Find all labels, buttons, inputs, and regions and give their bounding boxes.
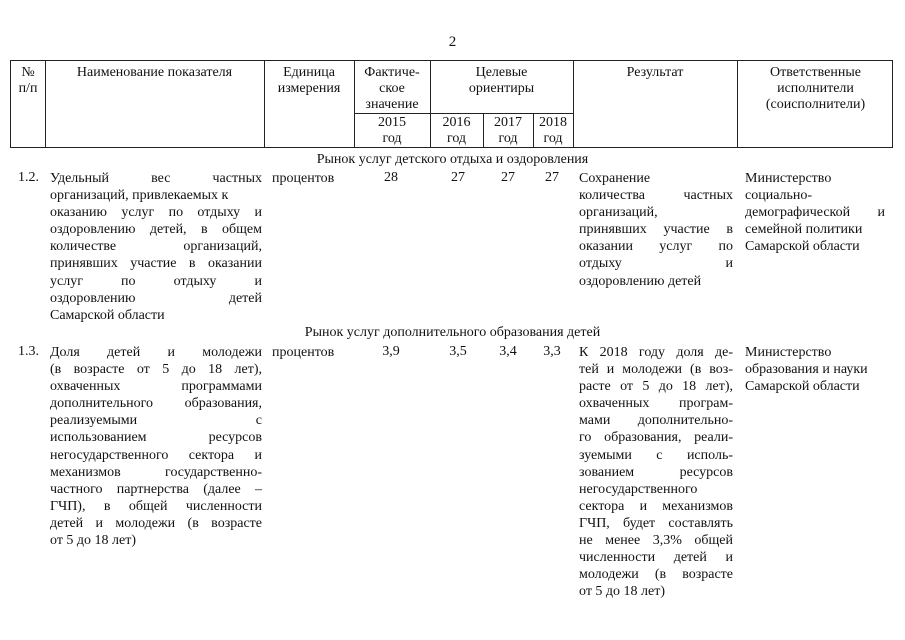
actual-2015-value: 28 (384, 170, 398, 185)
row-number: 1.3. (18, 344, 39, 359)
page-number: 2 (448, 34, 457, 50)
header-num: № п/п (18, 65, 38, 96)
header-year-2017: 2017 год (494, 115, 522, 146)
header-year-2018: 2018 год (539, 115, 567, 146)
result-text: К 2018 году доля де- тей и молодежи (в воз- расте от 5 до 18 лет), охваченных програм- мами дополнительно- го образования, реали- зуемыми с исполь- зованием ресурсов негосударственного сектора и механизмов ГЧП, будет составлять не менее 3,3% общей численности детей и молодежи (в возрасте от 5 до 18 лет) (579, 345, 733, 600)
row-number: 1.2. (18, 170, 39, 185)
unit-value: процентов (272, 171, 335, 186)
section-title-additional-education: Рынок услуг дополнительного образования детей (304, 325, 601, 340)
responsible-text: Министерство социально- демографической и семейной политики Самарской области (745, 171, 885, 255)
header-result: Результат (626, 65, 684, 80)
indicator-text: Доля детей и молодежи (в возрасте от 5 до 18 лет), охваченных программами дополнительного образования, реализуемыми с использованием ресурсов негосударственного сектора и механизмов государственно- частного партнерства (далее – ГЧП), в общей численности детей и молодежи (в возрасте от 5 до 18 лет) (50, 345, 262, 549)
target-2016-value: 3,5 (449, 344, 467, 359)
header-year-2016: 2016 год (442, 115, 471, 146)
header-year-2015: 2015 год (378, 115, 406, 146)
responsible-text: Министерство образования и науки Самарской области (745, 345, 868, 395)
header-indicator: Наименование показателя (76, 65, 233, 80)
unit-value: процентов (272, 345, 335, 360)
header-unit: Единица измерения (277, 65, 341, 96)
target-2018-value: 3,3 (543, 344, 561, 359)
header-targets: Целевые ориентиры (468, 65, 535, 96)
header-actual: Фактиче- ское значение (364, 65, 420, 112)
section-title-children-recreation: Рынок услуг детского отдыха и оздоровления (316, 152, 589, 167)
actual-2015-value: 3,9 (382, 344, 400, 359)
result-text: Сохранение количества частных организаций, принявших участие в оказании услуг по отдыху и оздоровлению детей (579, 171, 733, 289)
table-header (10, 60, 893, 148)
target-2017-value: 3,4 (499, 344, 517, 359)
target-2017-value: 27 (501, 170, 515, 185)
target-2016-value: 27 (451, 170, 465, 185)
header-responsible: Ответственные исполнители (соисполнители) (765, 65, 866, 112)
target-2018-value: 27 (545, 170, 559, 185)
indicator-text: Удельный вес частных организаций, привлекаемых к оказанию услуг по отдыху и оздоровлению детей, в общем количестве организаций, принявших участие в оказании услуг по отдыху и оздоровлению детей Самарской области (50, 171, 262, 323)
